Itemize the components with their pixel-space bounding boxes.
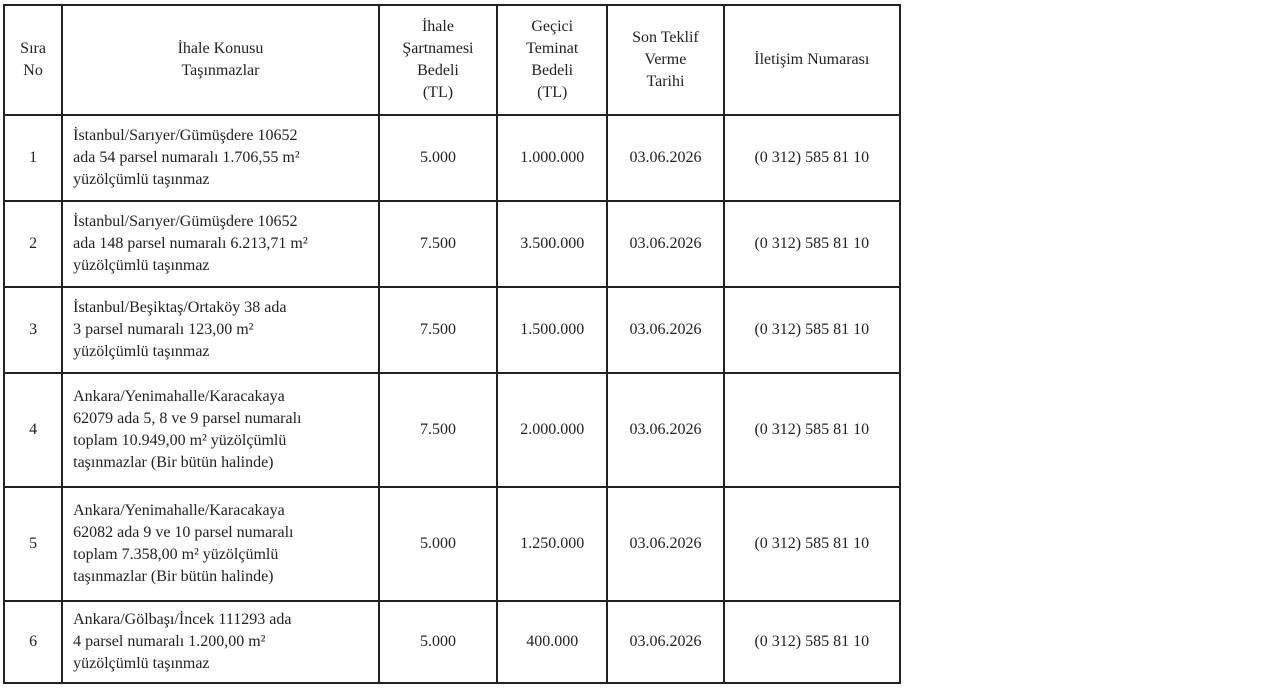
bid-deadline: 03.06.2026 <box>607 601 723 683</box>
contact-number: (0 312) 585 81 10 <box>724 487 900 601</box>
contact-number: (0 312) 585 81 10 <box>724 115 900 201</box>
specification-fee: 5.000 <box>379 487 497 601</box>
contact-number: (0 312) 585 81 10 <box>724 287 900 373</box>
specification-fee: 7.500 <box>379 373 497 487</box>
provisional-guarantee: 1.000.000 <box>497 115 607 201</box>
bid-deadline: 03.06.2026 <box>607 287 723 373</box>
specification-fee: 7.500 <box>379 201 497 287</box>
contact-number: (0 312) 585 81 10 <box>724 601 900 683</box>
table-row <box>4 287 900 373</box>
table-row <box>4 115 900 201</box>
table-row <box>4 601 900 683</box>
bid-deadline: 03.06.2026 <box>607 201 723 287</box>
header-row <box>4 5 900 115</box>
bid-deadline: 03.06.2026 <box>607 115 723 201</box>
row-number: 2 <box>4 201 62 287</box>
provisional-guarantee: 2.000.000 <box>497 373 607 487</box>
property-description: Ankara/Yenimahalle/Karacakaya 62079 ada 5, 8 ve 9 parsel numaralı toplam 10.949,00 m² yüzölçümlü taşınmazlar (Bir bütün halinde) <box>62 373 379 487</box>
table-row <box>4 487 900 601</box>
row-number: 3 <box>4 287 62 373</box>
specification-fee: 7.500 <box>379 287 497 373</box>
property-description: Ankara/Yenimahalle/Karacakaya 62082 ada 9 ve 10 parsel numaralı toplam 7.358,00 m² yüzölçümlü taşınmazlar (Bir bütün halinde) <box>62 487 379 601</box>
row-number: 4 <box>4 373 62 487</box>
bid-deadline: 03.06.2026 <box>607 487 723 601</box>
provisional-guarantee: 400.000 <box>497 601 607 683</box>
specification-fee: 5.000 <box>379 601 497 683</box>
provisional-guarantee: 1.250.000 <box>497 487 607 601</box>
header-sartname-bedeli: İhale Şartnamesi Bedeli (TL) <box>379 5 497 115</box>
contact-number: (0 312) 585 81 10 <box>724 201 900 287</box>
row-number: 5 <box>4 487 62 601</box>
specification-fee: 5.000 <box>379 115 497 201</box>
header-ihale-konusu: İhale Konusu Taşınmazlar <box>62 5 379 115</box>
row-number: 1 <box>4 115 62 201</box>
property-description: İstanbul/Sarıyer/Gümüşdere 10652 ada 54 parsel numaralı 1.706,55 m² yüzölçümlü taşınmaz <box>62 115 379 201</box>
property-description: İstanbul/Sarıyer/Gümüşdere 10652 ada 148 parsel numaralı 6.213,71 m² yüzölçümlü taşınmaz <box>62 201 379 287</box>
tender-table <box>3 4 901 684</box>
header-iletisim-numarasi: İletişim Numarası <box>724 5 900 115</box>
contact-number: (0 312) 585 81 10 <box>724 373 900 487</box>
row-number: 6 <box>4 601 62 683</box>
header-sira-no: Sıra No <box>4 5 62 115</box>
bid-deadline: 03.06.2026 <box>607 373 723 487</box>
property-description: İstanbul/Beşiktaş/Ortaköy 38 ada 3 parsel numaralı 123,00 m² yüzölçümlü taşınmaz <box>62 287 379 373</box>
property-description: Ankara/Gölbaşı/İncek 111293 ada 4 parsel numaralı 1.200,00 m² yüzölçümlü taşınmaz <box>62 601 379 683</box>
table-row <box>4 373 900 487</box>
provisional-guarantee: 3.500.000 <box>497 201 607 287</box>
table-row <box>4 201 900 287</box>
provisional-guarantee: 1.500.000 <box>497 287 607 373</box>
header-son-teklif-tarihi: Son Teklif Verme Tarihi <box>607 5 723 115</box>
header-gecici-teminat: Geçici Teminat Bedeli (TL) <box>497 5 607 115</box>
